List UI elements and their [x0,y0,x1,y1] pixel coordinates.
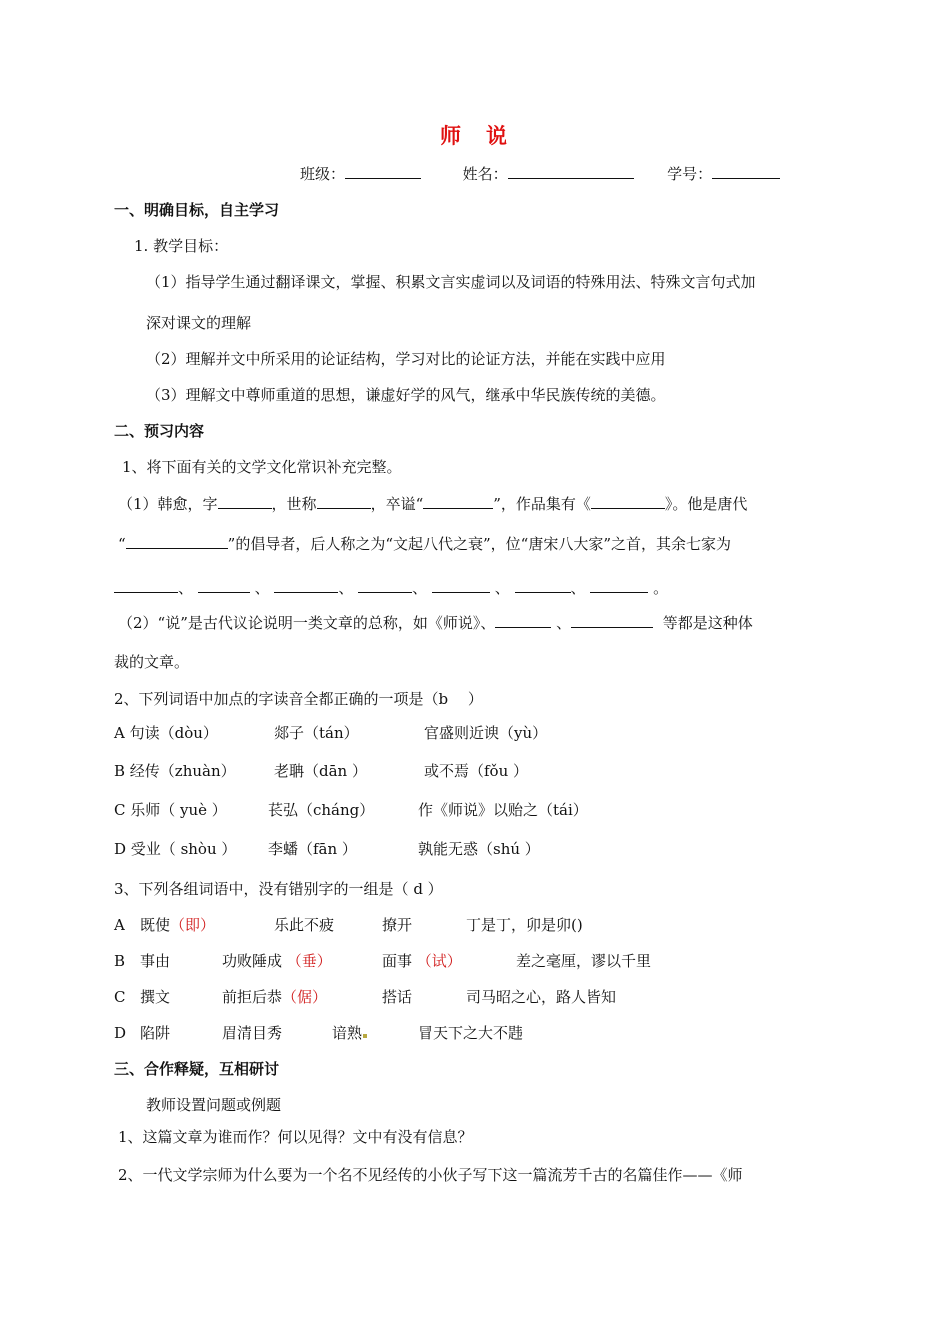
q2-option-a-2: 郯子（tán） [274,724,359,742]
q2-option-b-1[interactable]: B 经传（zhuàn） [114,762,236,780]
q2-option-c-2: 苌弘（cháng） [268,801,375,819]
correction-mark: （试） [416,952,462,970]
question-2: 2、下列词语中加点的字读音全都正确的一项是（b ） [114,690,483,708]
q2-option-c-3: 作《师说》以贻之（tái） [418,801,588,819]
q3-option-d-word-1: 陷阱 [140,1024,171,1042]
word: 前拒后恭 [222,988,283,1006]
q3-option-c-label[interactable]: C [114,988,126,1006]
goal-3: （3）理解文中尊师重道的思想，谦虚好学的风气，继承中华民族传统的美德。 [146,386,666,404]
q3-option-c-word-3: 搭话 [382,988,413,1006]
sep: 、 [178,579,194,597]
sep: 、 [412,579,428,597]
section-3-heading: 三、合作释疑，互相研讨 [114,1060,280,1078]
discussion-question-1: 1、这篇文章为谁而作？何以见得？文中有没有信息？ [118,1128,473,1146]
collection-blank[interactable] [591,493,665,509]
section-1-heading: 一、明确目标，自主学习 [114,201,280,219]
sep: 、 [494,579,510,597]
q3-option-c-word-2 [222,987,327,1007]
q3-option-d-word-4: 冒天下之大不韪 [418,1024,524,1042]
name-label: 姓名： [462,165,508,183]
q2-option-d-1[interactable]: D 受业（ shòu ） [114,840,237,858]
word: 面事 [382,952,413,970]
title-blank[interactable] [317,493,371,509]
seven-masters-blanks [114,577,668,598]
sep: 、 [338,579,354,597]
question-1-2-line-b: 裁的文章。 [114,653,190,671]
q3-option-b-word-3 [382,951,462,971]
q1-2-text-1: （2）“说”是古代议论说明一类文章的总称，如《师说》、 [118,614,496,632]
q3-option-a-label[interactable]: A [114,916,125,934]
word: 谙熟 [332,1024,363,1042]
id-input[interactable] [712,163,780,179]
question-1-1-line-a [118,493,747,514]
teaching-goals-text: 1. 教学目标： [134,237,229,255]
q3-option-a-word-3: 撩开 [382,916,413,934]
q3-option-b-word-2 [222,951,332,971]
master-blank-7[interactable] [590,577,648,593]
movement-blank[interactable] [126,533,228,549]
master-blank-4[interactable] [358,577,412,593]
master-blank-5[interactable] [432,577,490,593]
q3-option-d-word-2: 眉清目秀 [222,1024,283,1042]
correction-mark: （垂） [286,952,332,970]
master-blank-3[interactable] [274,577,338,593]
master-blank-6[interactable] [515,577,571,593]
q1-1-text-2: ，世称 [271,495,317,513]
q1-1-text-5: 》。他是唐代 [664,495,748,513]
posthumous-name-blank[interactable] [423,493,493,509]
q3-option-a-word-2: 乐此不疲 [274,916,335,934]
section-2-heading: 二、预习内容 [114,422,205,440]
discussion-question-2: 2、一代文学宗师为什么要为一个名不见经传的小伙子写下这一篇流芳千古的名篇佳作——《师 [118,1166,743,1184]
q3-option-b-label[interactable]: B [114,952,126,970]
q1-1-text-4: ”，作品集有《 [493,495,591,513]
section-3-intro: 教师设置问题或例题 [146,1096,282,1114]
question-3: 3、下列各组词语中，没有错别字的一组是（ d ） [114,880,443,898]
q3-option-a-word-4: 丁是丁，卯是卯() [466,916,583,934]
question-1: 1、将下面有关的文学文化常识补充完整。 [122,458,402,476]
sep: 、 [570,579,586,597]
class-input[interactable] [345,163,421,179]
q1-1b-text-2: ”的倡导者，后人称之为“文起八代之衰”，位“唐宋八大家”之首，其余七家为 [227,535,732,553]
q2-option-a-3: 官盛则近谀（yù） [424,724,548,742]
name-input[interactable] [508,163,634,179]
q2-option-d-2: 李蟠（fān ） [268,840,357,858]
q1-1-text-3: ，卒谥“ [370,495,424,513]
q1-2-text-3: 等都是这种体 [662,614,753,632]
q1-2-text-2: 、 [556,614,572,632]
q2-option-b-2: 老聃（dān ） [274,762,367,780]
courtesy-name-blank[interactable] [218,493,272,509]
end-mark: 。 [653,579,669,597]
q3-option-c-word-4: 司马昭之心，路人皆知 [466,988,617,1006]
q3-option-c-word-1: 撰文 [140,988,171,1006]
q2-option-d-3: 孰能无惑（shú ） [418,840,540,858]
correction-mark: （即） [170,916,216,934]
id-label: 学号： [667,165,713,183]
class-label: 班级： [300,165,346,183]
q3-option-b-word-4: 差之毫厘，谬以千里 [516,952,652,970]
goal-1b: 深对课文的理解 [146,314,252,332]
q3-option-d-label[interactable]: D [114,1024,127,1042]
sep: 、 [254,579,270,597]
goal-1a: （1）指导学生通过翻译课文，掌握、积累文言实虚词以及词语的特殊用法、特殊文言句式加 [146,273,756,291]
word: 既使 [140,916,171,934]
q3-option-b-word-1: 事由 [140,952,171,970]
example-blank-1[interactable] [495,612,551,628]
q2-option-c-1[interactable]: C 乐师（ yuè ） [114,801,227,819]
master-blank-2[interactable] [198,577,250,593]
q3-option-a-word-1 [140,915,215,935]
goal-2: （2）理解并文中所采用的论证结构，学习对比的论证方法，并能在实践中应用 [146,350,666,368]
page-title: 师 说 [440,124,509,148]
example-blank-2[interactable] [571,612,653,628]
q1-1-text-1: （1）韩愈，字 [118,495,218,513]
q1-1b-text-1: “ [118,535,126,553]
master-blank-1[interactable] [114,577,178,593]
q3-option-d-word-3 [332,1023,367,1043]
q2-option-b-3: 或不焉（fǒu ） [424,762,529,780]
stray-mark [363,1034,367,1038]
word: 功败陲成 [222,952,283,970]
q2-option-a-1[interactable]: A 句读（dòu） [114,724,218,742]
question-1-1-line-b [118,533,731,554]
teaching-goals-label [134,236,228,256]
question-1-2-line-a [118,612,753,633]
header-fields [300,163,780,184]
correction-mark: （倨） [282,988,328,1006]
